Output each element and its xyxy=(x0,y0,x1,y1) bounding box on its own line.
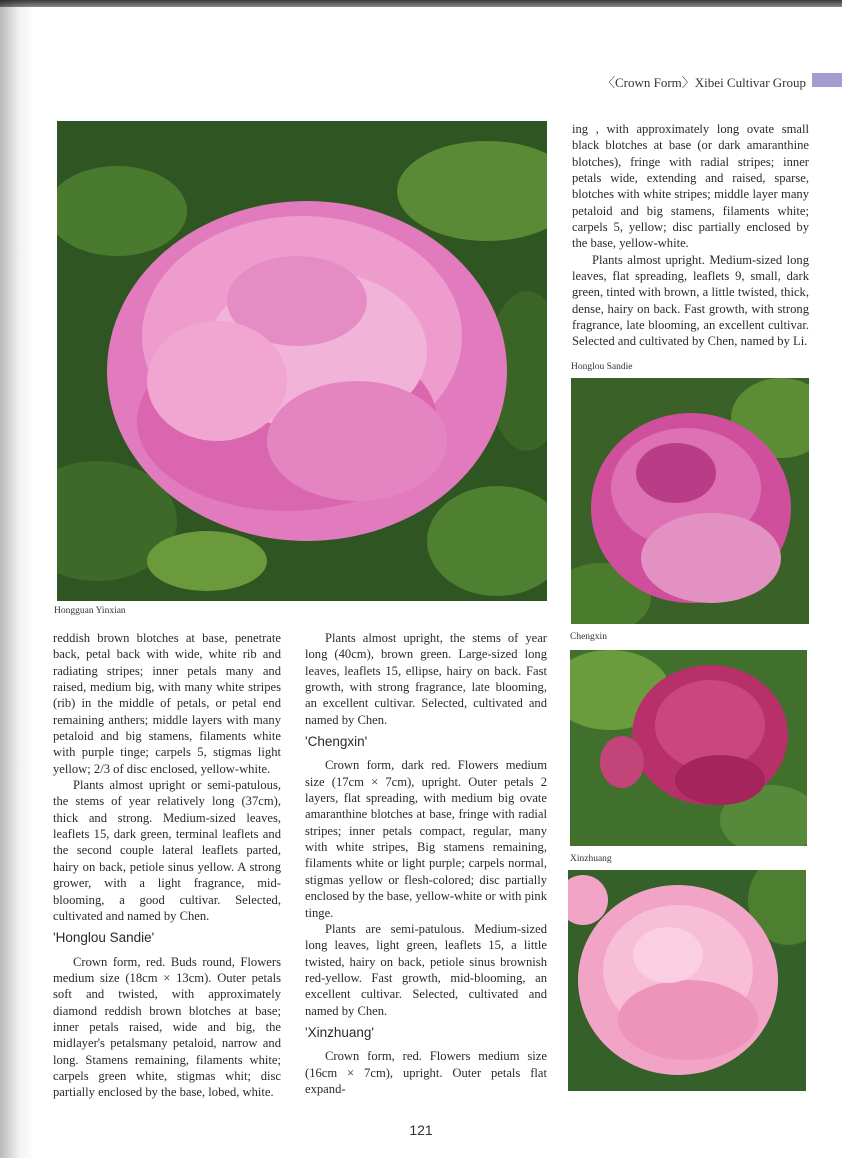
book-spine-shadow xyxy=(0,0,34,1158)
text-column-right xyxy=(572,121,809,350)
text-column-left xyxy=(53,630,281,1101)
photo-honglou-sandie xyxy=(571,378,809,624)
section-title-honglou-sandie: 'Honglou Sandie' xyxy=(53,930,155,946)
paragraph: Plants almost upright. Medium-sized long leaves, flat spreading, leaflets 9, small, dark green, tinted with brown, a little twisted, thick, dense, hairy on back. Fast growth, with strong fragrance, late blooming, an excellent cultivar. Selected and cultivated by Chen, named by Li. xyxy=(572,252,809,349)
paragraph: Crown form, dark red. Flowers medium size (17cm × 7cm), upright. Outer petals 2 layers, flat spreading, with medium big ovate amaranthine blotches at base, fringe with radial stripes; inner petals compact, regular, many with white stripes, Big stamens remaining, filaments white or light purple; carpels normal, stigmas yellow or flesh-colored; disc partially enclosed by the base, yellow-white or with pink tinge. xyxy=(305,758,547,920)
running-header: 〈Crown Form〉Xibei Cultivar Group xyxy=(601,75,806,90)
page-top-edge xyxy=(0,0,842,7)
paragraph: Plants almost upright, the stems of year long (40cm), brown green. Large-sized long leaves, leaflets 15, ellipse, hairy on back. Fast growth, with strong fragrance, late blooming, an excellent cultivar. Selected, cultivated and named by Chen. xyxy=(305,631,547,727)
section-title-xinzhuang: 'Xinzhuang' xyxy=(305,1024,374,1040)
figure-caption-xinzhuang: Xinzhuang xyxy=(570,854,612,864)
paragraph: Crown form, red. Buds round, Flowers medium size (18cm × 13cm). Outer petals soft and twisted, with approximately diamond reddish brown blotches at base; inner petals raised, wide and big, the midlayer's petalsmany petaloid, narrow and long. Stamens remaining, filaments white; carpels green white, stigmas whit; disc partially enclosed by the base, lobed, white. xyxy=(53,954,281,1100)
paragraph: Crown form, red. Flowers medium size (16cm × 7cm), upright. Outer petals flat expand- xyxy=(305,1049,547,1096)
figure-caption-chengxin: Chengxin xyxy=(570,632,607,642)
paragraph: Plants are semi-patulous. Medium-sized long leaves, light green, leaflets 15, a little twisted, hairy on back, petiole sinus brownish red-yellow. Fast growth, mid-blooming, an excellent cultivar. Selected, cultivated and named by Chen. xyxy=(305,921,547,1018)
photo-hongguan-yinxian xyxy=(57,121,547,601)
paragraph: reddish brown blotches at base, penetrate back, petal back with wide, white rib and radiating stripes; inner petals many and raised, medium big, with many white stripes (rib) in the middle of petals, or petal end remaining anthers; middle layers with many petaloid and big stamens, filaments white with purple tinge; carpels 5, stigmas light yellow; 2/3 of disc enclosed, yellow-white. xyxy=(53,631,281,776)
photo-chengxin xyxy=(570,650,807,846)
text-column-middle xyxy=(305,630,547,1097)
section-title-chengxin: 'Chengxin' xyxy=(305,734,368,750)
figure-caption-honglou: Honglou Sandie xyxy=(571,362,633,372)
photo-xinzhuang xyxy=(568,870,806,1091)
header-color-tab xyxy=(812,73,842,87)
paragraph: ing , with approximately long ovate small black blotches at base (or dark amaranthine blotches), fringe with radial stripes; inner petals wide, extending and raised, sparse, blotches with white stripes; middle layer many petaloid and big stamens, filaments white; carpels 5, yellow; disc partially enclosed by the base, yellow-white. xyxy=(572,122,809,251)
figure-caption-main: Hongguan Yinxian xyxy=(54,606,126,616)
paragraph: Plants almost upright or semi-patulous, the stems of year relatively long (37cm), thick and strong. Medium-sized leaves, leaflets 15, dark green, terminal leaflets and the second couple lateral leaflets parted, hairy on back, petiole sinus yellow. A strong grower, with a light fragrance, mid-blooming, a good cultivar. Selected, cultivated and named by Chen. xyxy=(53,778,281,923)
page-number: 121 xyxy=(409,1122,433,1138)
